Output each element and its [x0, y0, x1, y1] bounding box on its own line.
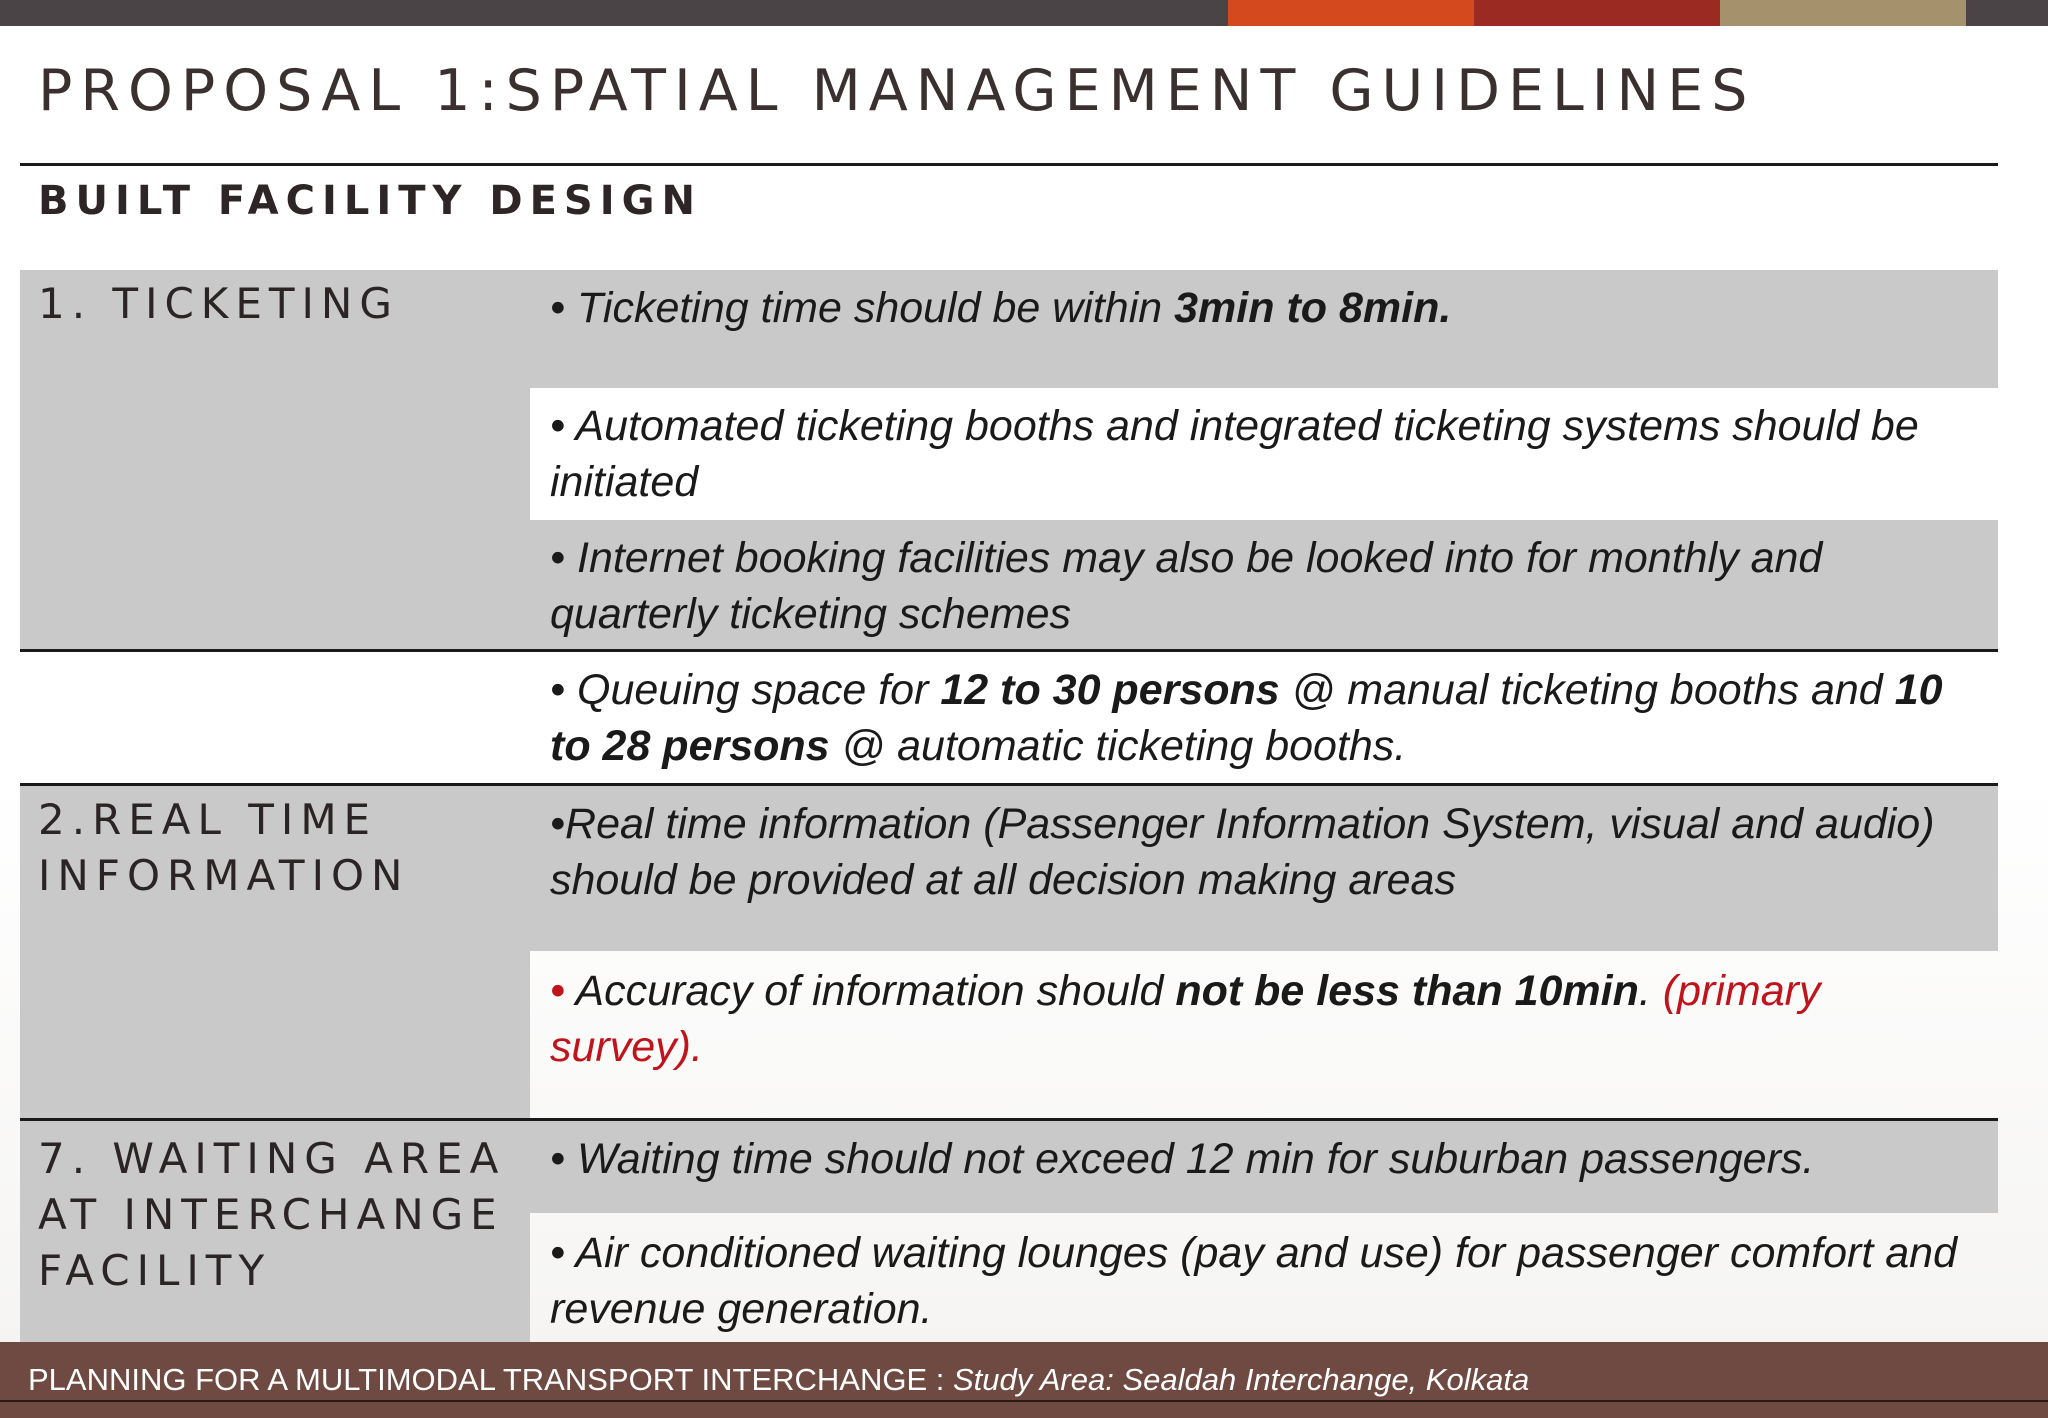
page-title: PROPOSAL 1:SPATIAL MANAGEMENT GUIDELINES: [38, 58, 1756, 124]
item-text: • Air conditioned waiting lounges (pay and use) for passenger comfort and revenue generation.: [550, 1229, 1957, 1333]
footer-line: [0, 1400, 2048, 1402]
ticketing-item-4: [530, 652, 1998, 784]
waiting-label-cell: [20, 1121, 530, 1342]
item-text: • Internet booking facilities may also be looked into for monthly and quarterly ticketing schemes: [550, 534, 1823, 638]
footer-bar: [0, 1342, 2048, 1418]
item-text: @ automatic ticketing booths.: [829, 722, 1407, 770]
item-text: .: [1638, 967, 1651, 1015]
real-time-item-2: [530, 951, 1998, 1119]
real-time-item-1: [530, 786, 1998, 951]
item-text: • Waiting time should not exceed 12 min for suburban passengers.: [550, 1135, 1815, 1183]
real-time-label: 2.REAL TIME INFORMATION: [38, 795, 410, 900]
item-note: (primary survey).: [550, 967, 1821, 1071]
waiting-label: 7. WAITING AREA AT INTERCHANGE FACILITY: [38, 1134, 506, 1295]
item-text: • Automated ticketing booths and integrated ticketing systems should be initiated: [550, 402, 1919, 506]
top-bar-segment: [1228, 0, 1474, 26]
ticketing-label: 1. TICKETING: [38, 279, 399, 328]
item-text: @ manual ticketing booths and: [1279, 666, 1895, 714]
top-bar-segment: [0, 0, 1228, 26]
item-text: • Ticketing time should be within: [550, 284, 1175, 332]
item-bold: not be less than 10min: [1175, 967, 1639, 1015]
label-cell-fill: [410, 786, 530, 1119]
top-bar-segment: [1966, 0, 2048, 26]
item-bold: 10 to 28 persons: [550, 666, 1943, 770]
item-text: •Real time information (Passenger Information System, visual and audio) should be provided at all decision making areas: [550, 800, 1935, 904]
top-bar-segment: [1474, 0, 1720, 26]
real-time-label-cell: [20, 786, 410, 1119]
footer-main: PLANNING FOR A MULTIMODAL TRANSPORT INTERCHANGE :: [28, 1362, 953, 1397]
waiting-item-2: [530, 1213, 1998, 1342]
item-bullet: •: [550, 967, 566, 1015]
ticketing-item-3: [530, 520, 1998, 650]
section-subtitle: BUILT FACILITY DESIGN: [38, 178, 702, 224]
item-text: Accuracy of information should: [565, 967, 1176, 1015]
ticketing-label-cell: [20, 270, 530, 650]
item-bold: 3min to 8min.: [1174, 284, 1452, 332]
top-color-bar: [0, 0, 2048, 26]
ticketing-item-2: [530, 388, 1998, 520]
item-bold: 12 to 30 persons: [940, 666, 1280, 714]
title-divider: [20, 163, 1998, 166]
footer-study-area: Study Area: Sealdah Interchange, Kolkata: [953, 1362, 1530, 1397]
top-bar-segment: [1720, 0, 1966, 26]
waiting-item-1: [530, 1121, 1998, 1213]
ticketing-item-1: [530, 270, 1998, 388]
item-text: • Queuing space for: [550, 666, 941, 714]
